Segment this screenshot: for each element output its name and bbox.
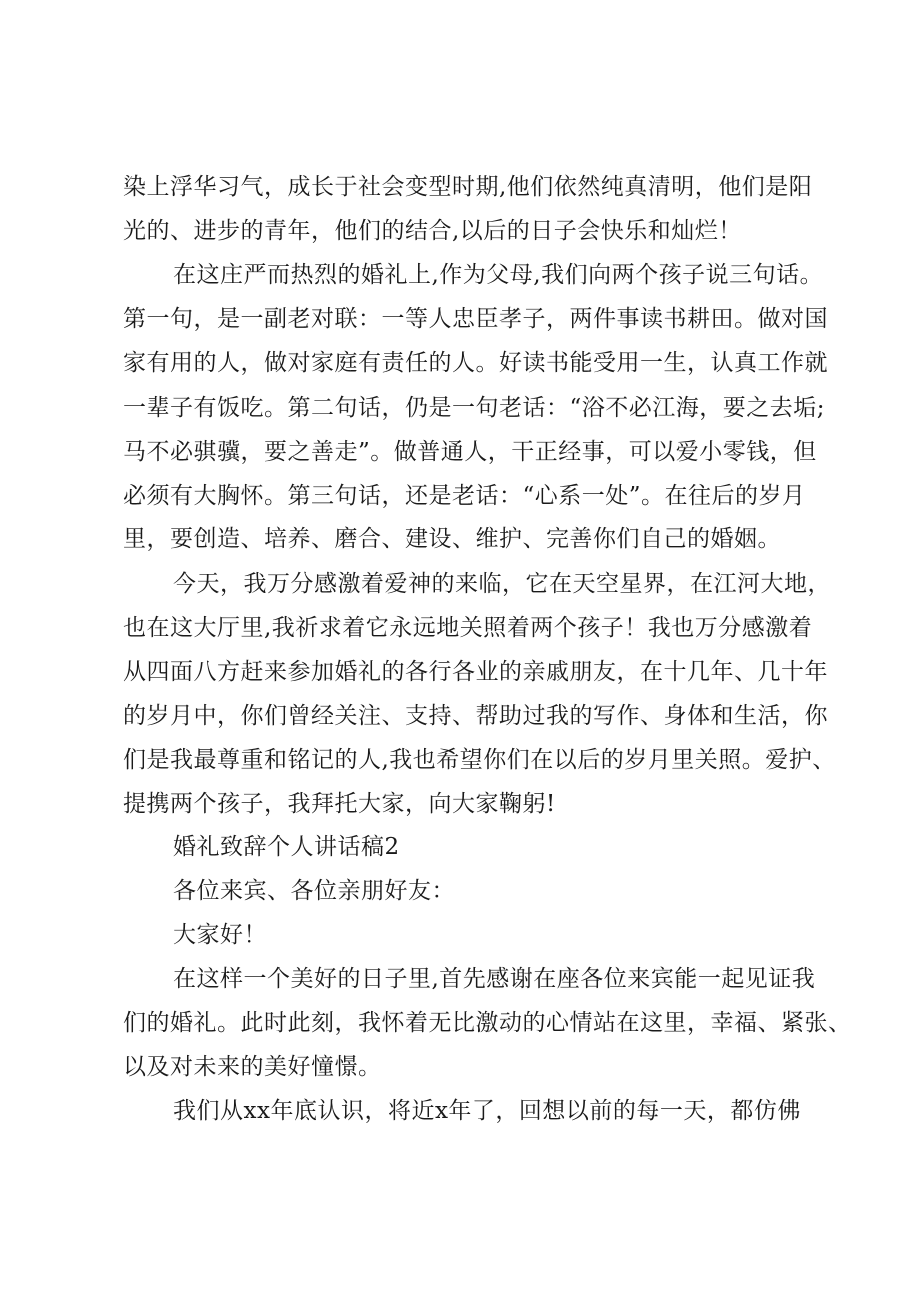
text-line-9: 里，要创造、培养、磨合、建设、维护、完善你们自己的婚姻。 — [123, 526, 781, 552]
text-line-12: 从四面八方赶来参加婚礼的各行各业的亲戚朋友，在十几年、几十年 — [123, 659, 828, 685]
text-line-21: 以及对未来的美好憧憬。 — [123, 1054, 382, 1080]
text-line-7: 马不必骐骥，要之善走”。做普通人，干正经事，可以爱小零钱，但 — [123, 439, 817, 465]
text-line-1: 染上浮华习气，成长于社会变型时期,他们依然纯真清明，他们是阳 — [123, 174, 813, 200]
text-line-20: 们的婚礼。此时此刻，我怀着无比激动的心情站在这里，幸福、紧张、 — [123, 1010, 852, 1036]
text-line-13: 的岁月中，你们曾经关注、支持、帮助过我的写作、身体和生活，你 — [123, 703, 828, 729]
greeting: 大家好！ — [173, 922, 267, 948]
paragraph-start-line: 在这庄严而热烈的婚礼上,作为父母,我们向两个孩子说三句话。 — [173, 262, 824, 288]
text-line-2: 光的、进步的青年，他们的结合,以后的日子会快乐和灿烂！ — [123, 218, 742, 244]
text-line-6: 一辈子有饭吃。第二句话，仍是一句老话：“浴不必江海，要之去垢; — [123, 395, 826, 421]
text-line-8: 必须有大胸怀。第三句话，还是老话：“心系一处”。在往后的岁月 — [123, 483, 806, 509]
text-line-11: 也在这大厅里,我祈求着它永远地关照着两个孩子！我也万分感激着 — [123, 615, 813, 641]
paragraph-start-line: 今天，我万分感激着爱神的来临，它在天空星界，在江河大地， — [173, 571, 831, 597]
text-line-15: 提携两个孩子，我拜托大家，向大家鞠躬! — [123, 791, 556, 817]
text-line-4: 第一句，是一副老对联：一等人忠臣孝子，两件事读书耕田。做对国 — [123, 306, 828, 332]
text-line-14: 们是我最尊重和铭记的人,我也希望你们在以后的岁月里关照。爱护、 — [123, 747, 836, 773]
text-line-5: 家有用的人，做对家庭有责任的人。好读书能受用一生，认真工作就 — [123, 350, 828, 376]
paragraph-start-line: 在这样一个美好的日子里,首先感谢在座各位来宾能一起见证我 — [173, 966, 816, 992]
salutation: 各位来宾、各位亲朋好友： — [173, 878, 455, 904]
paragraph-start-line: 我们从xx年底认识，将近x年了，回想以前的每一天，都仿佛 — [173, 1098, 801, 1124]
section-heading: 婚礼致辞个人讲话稿2 — [173, 834, 400, 860]
